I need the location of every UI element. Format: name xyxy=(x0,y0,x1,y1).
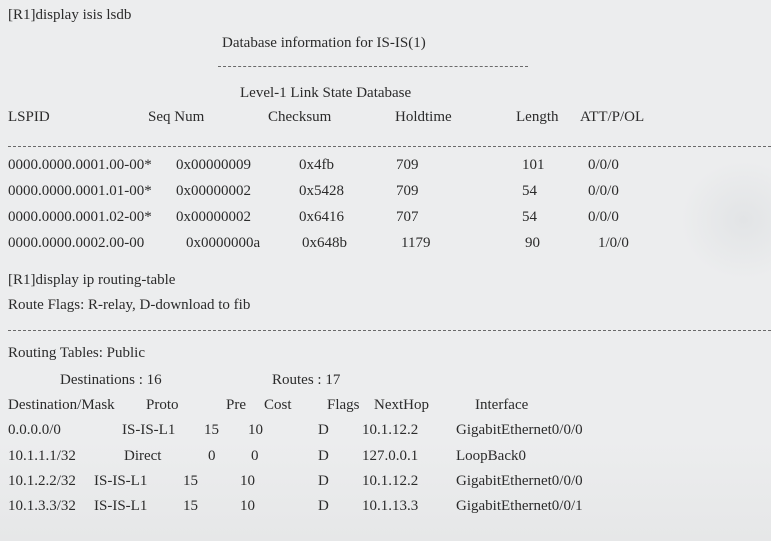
rt-cell-flags: D xyxy=(318,422,329,438)
routing-separator xyxy=(8,330,771,331)
rt-cell-interface: GigabitEthernet0/0/1 xyxy=(456,498,583,514)
lsdb-cell-holdtime: 709 xyxy=(396,157,419,173)
lsdb-cell-lspid: 0000.0000.0002.00-00 xyxy=(8,235,145,251)
lsdb-cell-seq: 0x00000002 xyxy=(176,183,251,199)
rt-cell-nexthop: 127.0.0.1 xyxy=(362,448,419,464)
rt-header-flags: Flags xyxy=(327,397,360,413)
lsdb-cell-holdtime: 1179 xyxy=(401,235,431,251)
lsdb-header-length: Length xyxy=(516,109,559,125)
rt-cell-proto: Direct xyxy=(124,448,162,464)
rt-header-pre: Pre xyxy=(226,397,246,413)
lsdb-cell-checksum: 0x6416 xyxy=(299,209,344,225)
database-title: Database information for IS-IS(1) xyxy=(222,35,426,51)
rt-cell-flags: D xyxy=(318,448,329,464)
lsdb-cell-lspid: 0000.0000.0001.00-00* xyxy=(8,157,152,173)
lsdb-cell-lspid: 0000.0000.0001.01-00* xyxy=(8,183,152,199)
lsdb-cell-holdtime: 707 xyxy=(396,209,419,225)
lsdb-header-checksum: Checksum xyxy=(268,109,332,125)
rt-cell-cost: 10 xyxy=(240,473,255,489)
lsdb-cell-checksum: 0x5428 xyxy=(299,183,344,199)
lsdb-cell-att: 0/0/0 xyxy=(588,183,619,199)
rt-cell-destination: 10.1.2.2/32 xyxy=(8,473,76,489)
rt-cell-proto: IS-IS-L1 xyxy=(94,498,148,514)
rt-cell-destination: 0.0.0.0/0 xyxy=(8,422,61,438)
rt-cell-proto: IS-IS-L1 xyxy=(94,473,148,489)
routes-count: Routes : 17 xyxy=(272,372,341,388)
rt-cell-interface: GigabitEthernet0/0/0 xyxy=(456,422,583,438)
lsdb-header-lspid: LSPID xyxy=(8,109,50,125)
lsdb-header-holdtime: Holdtime xyxy=(395,109,452,125)
rt-cell-nexthop: 10.1.13.3 xyxy=(362,498,419,514)
rt-cell-nexthop: 10.1.12.2 xyxy=(362,473,419,489)
lsdb-cell-att: 1/0/0 xyxy=(598,235,629,251)
rt-cell-cost: 10 xyxy=(248,422,263,438)
rt-cell-destination: 10.1.3.3/32 xyxy=(8,498,76,514)
rt-cell-interface: GigabitEthernet0/0/0 xyxy=(456,473,583,489)
lsdb-cell-seq: 0x0000000a xyxy=(186,235,261,251)
lsdb-header-att: ATT/P/OL xyxy=(580,109,645,125)
lsdb-header-seq: Seq Num xyxy=(148,109,205,125)
rt-cell-proto: IS-IS-L1 xyxy=(122,422,176,438)
level-1-title: Level-1 Link State Database xyxy=(240,85,412,101)
rt-cell-destination: 10.1.1.1/32 xyxy=(8,448,76,464)
rt-cell-pre: 15 xyxy=(183,498,198,514)
lsdb-cell-lspid: 0000.0000.0001.02-00* xyxy=(8,209,152,225)
lsdb-cell-checksum: 0x4fb xyxy=(299,157,334,173)
rt-header-cost: Cost xyxy=(264,397,292,413)
rt-cell-cost: 0 xyxy=(251,448,259,464)
lsdb-cell-holdtime: 709 xyxy=(396,183,419,199)
rt-cell-pre: 0 xyxy=(208,448,216,464)
lsdb-cell-seq: 0x00000009 xyxy=(176,157,251,173)
routing-table-command: [R1]display ip routing-table xyxy=(8,272,176,288)
lsdb-cell-length: 54 xyxy=(522,183,537,199)
lsdb-cell-length: 54 xyxy=(522,209,537,225)
lsdb-cell-length: 90 xyxy=(525,235,540,251)
lsdb-cell-length: 101 xyxy=(522,157,545,173)
rt-cell-flags: D xyxy=(318,473,329,489)
background-smudge xyxy=(680,160,771,280)
rt-header-destination: Destination/Mask xyxy=(8,397,115,413)
rt-header-interface: Interface xyxy=(475,397,529,413)
route-flags-legend: Route Flags: R-relay, D-download to fib xyxy=(8,297,251,313)
lsdb-cell-att: 0/0/0 xyxy=(588,209,619,225)
rt-cell-cost: 10 xyxy=(240,498,255,514)
lsdb-cell-checksum: 0x648b xyxy=(302,235,347,251)
lsdb-cell-seq: 0x00000002 xyxy=(176,209,251,225)
lsdb-cell-att: 0/0/0 xyxy=(588,157,619,173)
rt-cell-pre: 15 xyxy=(204,422,219,438)
isis-lsdb-command: [R1]display isis lsdb xyxy=(8,7,132,23)
database-title-separator xyxy=(218,66,528,67)
rt-cell-pre: 15 xyxy=(183,473,198,489)
rt-header-nexthop: NextHop xyxy=(374,397,429,413)
destinations-count: Destinations : 16 xyxy=(60,372,162,388)
rt-cell-flags: D xyxy=(318,498,329,514)
routing-table-name: Routing Tables: Public xyxy=(8,345,146,361)
rt-header-proto: Proto xyxy=(146,397,179,413)
lsdb-separator xyxy=(8,146,771,147)
rt-cell-interface: LoopBack0 xyxy=(456,448,526,464)
rt-cell-nexthop: 10.1.12.2 xyxy=(362,422,419,438)
